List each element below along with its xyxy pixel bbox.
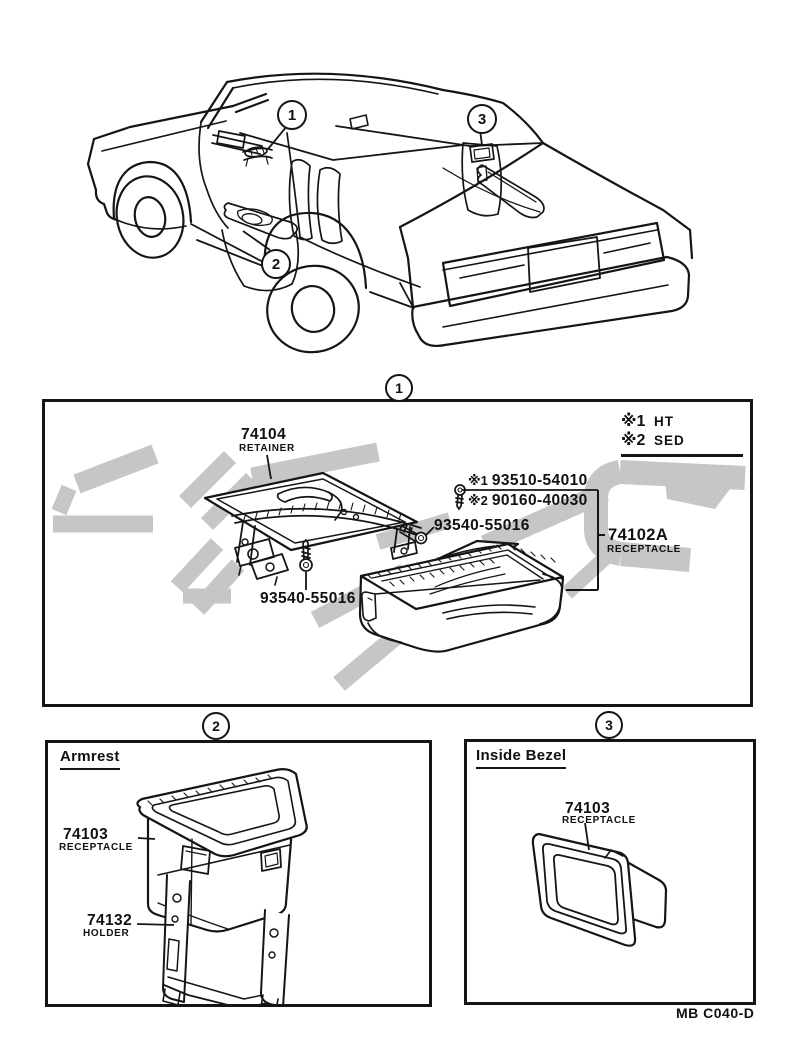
variant-mark-1: ※1: [468, 473, 488, 488]
fig3-title: Inside Bezel: [476, 748, 566, 769]
part-label-screw-variant-1: [468, 473, 588, 489]
legend-value-ht: HT: [654, 414, 674, 429]
part-number-screw-variant-1: 93510-54010: [491, 472, 588, 489]
part-name-armrest-receptacle: RECEPTACLE: [59, 842, 134, 853]
variant-legend: [621, 414, 685, 452]
car-callout-1: [277, 100, 307, 130]
car-interior: [199, 123, 544, 291]
fig2-panel: [45, 740, 432, 1007]
section-callout-1-number: 1: [395, 380, 403, 396]
fig3-panel: [464, 739, 756, 1005]
legend-row-ht: [621, 414, 685, 433]
part-number-retainer: 74104: [241, 426, 287, 443]
part-name-bezel-receptacle: RECEPTACLE: [562, 815, 637, 826]
car-callout-3-number: 3: [477, 110, 487, 128]
fig2-drawing: [48, 743, 429, 1004]
section-callout-2-number: 2: [212, 718, 220, 734]
car-illustration: [0, 0, 792, 380]
part-number-bezel-receptacle: 74103: [565, 800, 611, 817]
section-callout-1: [385, 374, 413, 402]
screw-icon-top: [455, 485, 465, 509]
part-name-receptacle-74102a: RECEPTACLE: [607, 544, 682, 555]
bezel-receptacle-drawing: [533, 834, 666, 946]
variant-mark-2: ※2: [468, 493, 488, 508]
fig1-panel: [42, 399, 753, 707]
part-number-receptacle-74102a: 74102A: [608, 526, 669, 544]
front-wheel: [109, 170, 191, 264]
legend-value-sed: SED: [654, 433, 685, 448]
car-callout-2-number: 2: [271, 255, 281, 273]
car-callout-1-number: 1: [287, 106, 297, 124]
legend-mark-1: ※1: [621, 413, 646, 430]
legend-underline: [621, 454, 743, 457]
part-name-holder: HOLDER: [83, 928, 130, 939]
part-label-screw-variant-2: [468, 493, 588, 509]
part-number-holder: 74132: [87, 912, 133, 929]
car-callout-3: [467, 104, 497, 134]
part-number-armrest-receptacle: 74103: [63, 826, 109, 843]
section-callout-3-number: 3: [605, 717, 613, 733]
section-callout-2: [202, 712, 230, 740]
part-number-screw-right: 93540-55016: [434, 517, 530, 534]
part-number-screw-left: 93540-55016: [260, 590, 356, 607]
car-callout-2: [261, 249, 291, 279]
legend-mark-2: ※2: [621, 432, 646, 449]
part-name-retainer: RETAINER: [239, 443, 295, 454]
part-number-screw-variant-2: 90160-40030: [491, 492, 588, 509]
receptacle-drawing: [360, 541, 563, 652]
fig3-drawing: [467, 742, 753, 1002]
fig2-title: Armrest: [60, 749, 120, 770]
drawing-code: MB C040-D: [676, 1005, 755, 1021]
section-callout-3: [595, 711, 623, 739]
car-body: [88, 74, 692, 346]
legend-row-sed: [621, 433, 685, 452]
armrest-receptacle-drawing: [137, 769, 306, 931]
